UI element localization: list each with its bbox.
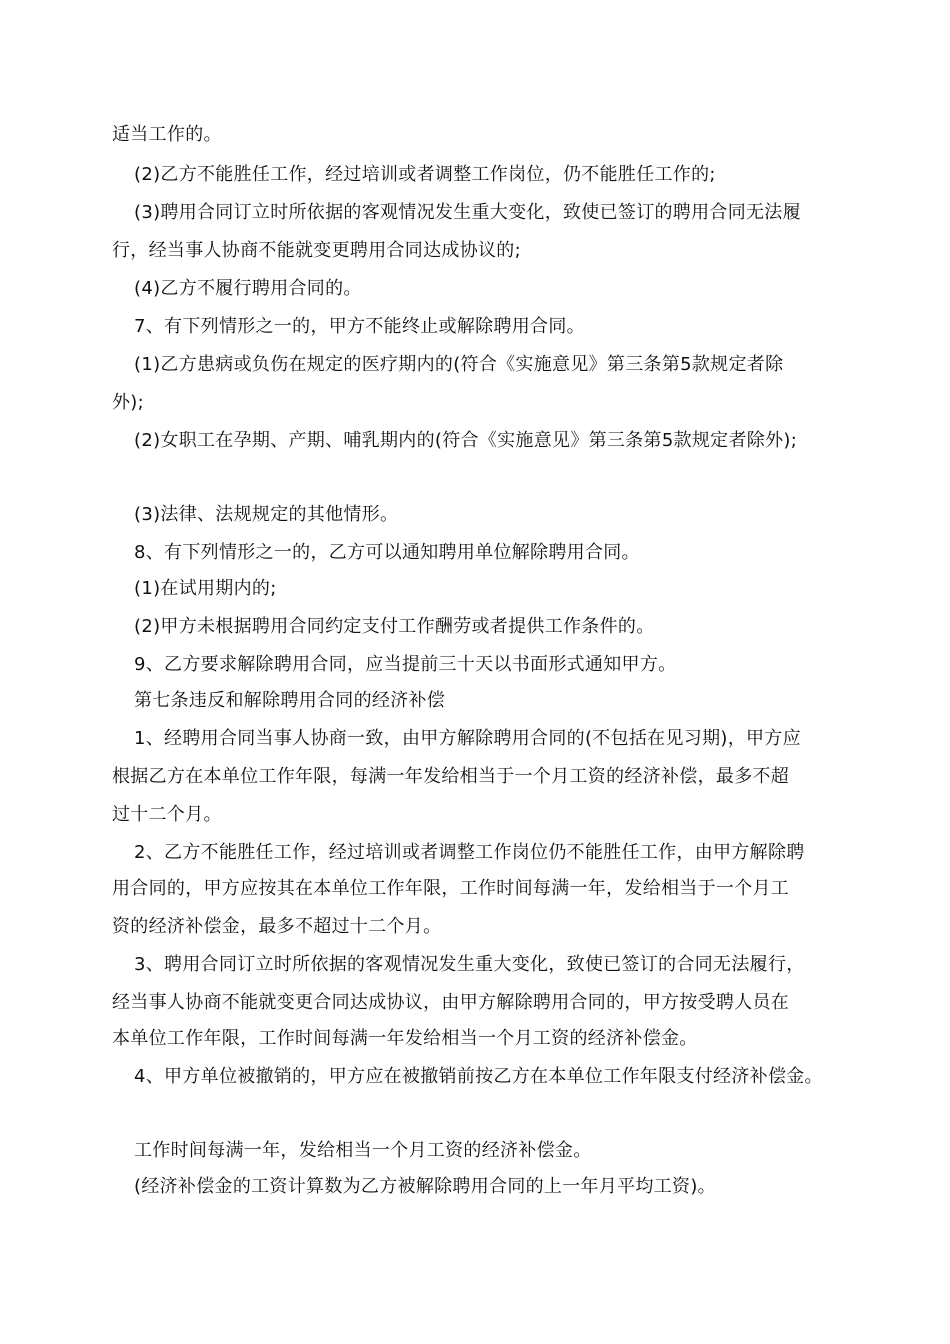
text-line: 1、经聘用合同当事人协商一致，由甲方解除聘用合同的(不包括在见习期)，甲方应 [134,728,801,749]
text-line: (2)甲方未根据聘用合同约定支付工作酬劳或者提供工作条件的。 [134,616,655,637]
text-line: (2)乙方不能胜任工作，经过培训或者调整工作岗位，仍不能胜任工作的; [134,164,716,185]
text-line: 行，经当事人协商不能就变更聘用合同达成协议的; [112,240,521,261]
text-line: 经当事人协商不能就变更合同达成协议，由甲方解除聘用合同的，甲方按受聘人员在 [112,992,790,1013]
text-line: (3)聘用合同订立时所依据的客观情况发生重大变化，致使已签订的聘用合同无法履 [134,202,801,223]
text-line: (3)法律、法规规定的其他情形。 [134,504,399,525]
text-line: 资的经济补偿金，最多不超过十二个月。 [112,916,442,937]
section-heading: 第七条违反和解除聘用合同的经济补偿 [134,690,446,711]
text-line: (4)乙方不履行聘用合同的。 [134,278,362,299]
text-line: 过十二个月。 [112,804,222,825]
text-line: 适当工作的。 [112,124,222,145]
text-line: (1)在试用期内的; [134,578,277,599]
text-line: 4、甲方单位被撤销的，甲方应在被撤销前按乙方在本单位工作年限支付经济补偿金。 [134,1066,823,1087]
text-line: 工作时间每满一年，发给相当一个月工资的经济补偿金。 [134,1140,592,1161]
text-line: (经济补偿金的工资计算数为乙方被解除聘用合同的上一年月平均工资)。 [134,1176,716,1197]
text-line: 2、乙方不能胜任工作，经过培训或者调整工作岗位仍不能胜任工作，由甲方解除聘 [134,842,805,863]
text-line: 用合同的，甲方应按其在本单位工作年限，工作时间每满一年，发给相当于一个月工 [112,878,790,899]
text-line: (2)女职工在孕期、产期、哺乳期内的(符合《实施意见》第三条第5款规定者除外); [134,430,798,451]
text-line: (1)乙方患病或负伤在规定的医疗期内的(符合《实施意见》第三条第5款规定者除 [134,354,784,375]
text-line: 8、有下列情形之一的，乙方可以通知聘用单位解除聘用合同。 [134,542,640,563]
text-line: 本单位工作年限，工作时间每满一年发给相当一个月工资的经济补偿金。 [112,1028,698,1049]
text-line: 外); [112,392,144,413]
text-line: 3、聘用合同订立时所依据的客观情况发生重大变化，致使已签订的合同无法履行， [134,954,805,975]
text-line: 根据乙方在本单位工作年限，每满一年发给相当于一个月工资的经济补偿，最多不超 [112,766,790,787]
text-line: 9、乙方要求解除聘用合同，应当提前三十天以书面形式通知甲方。 [134,654,677,675]
text-line: 7、有下列情形之一的，甲方不能终止或解除聘用合同。 [134,316,585,337]
